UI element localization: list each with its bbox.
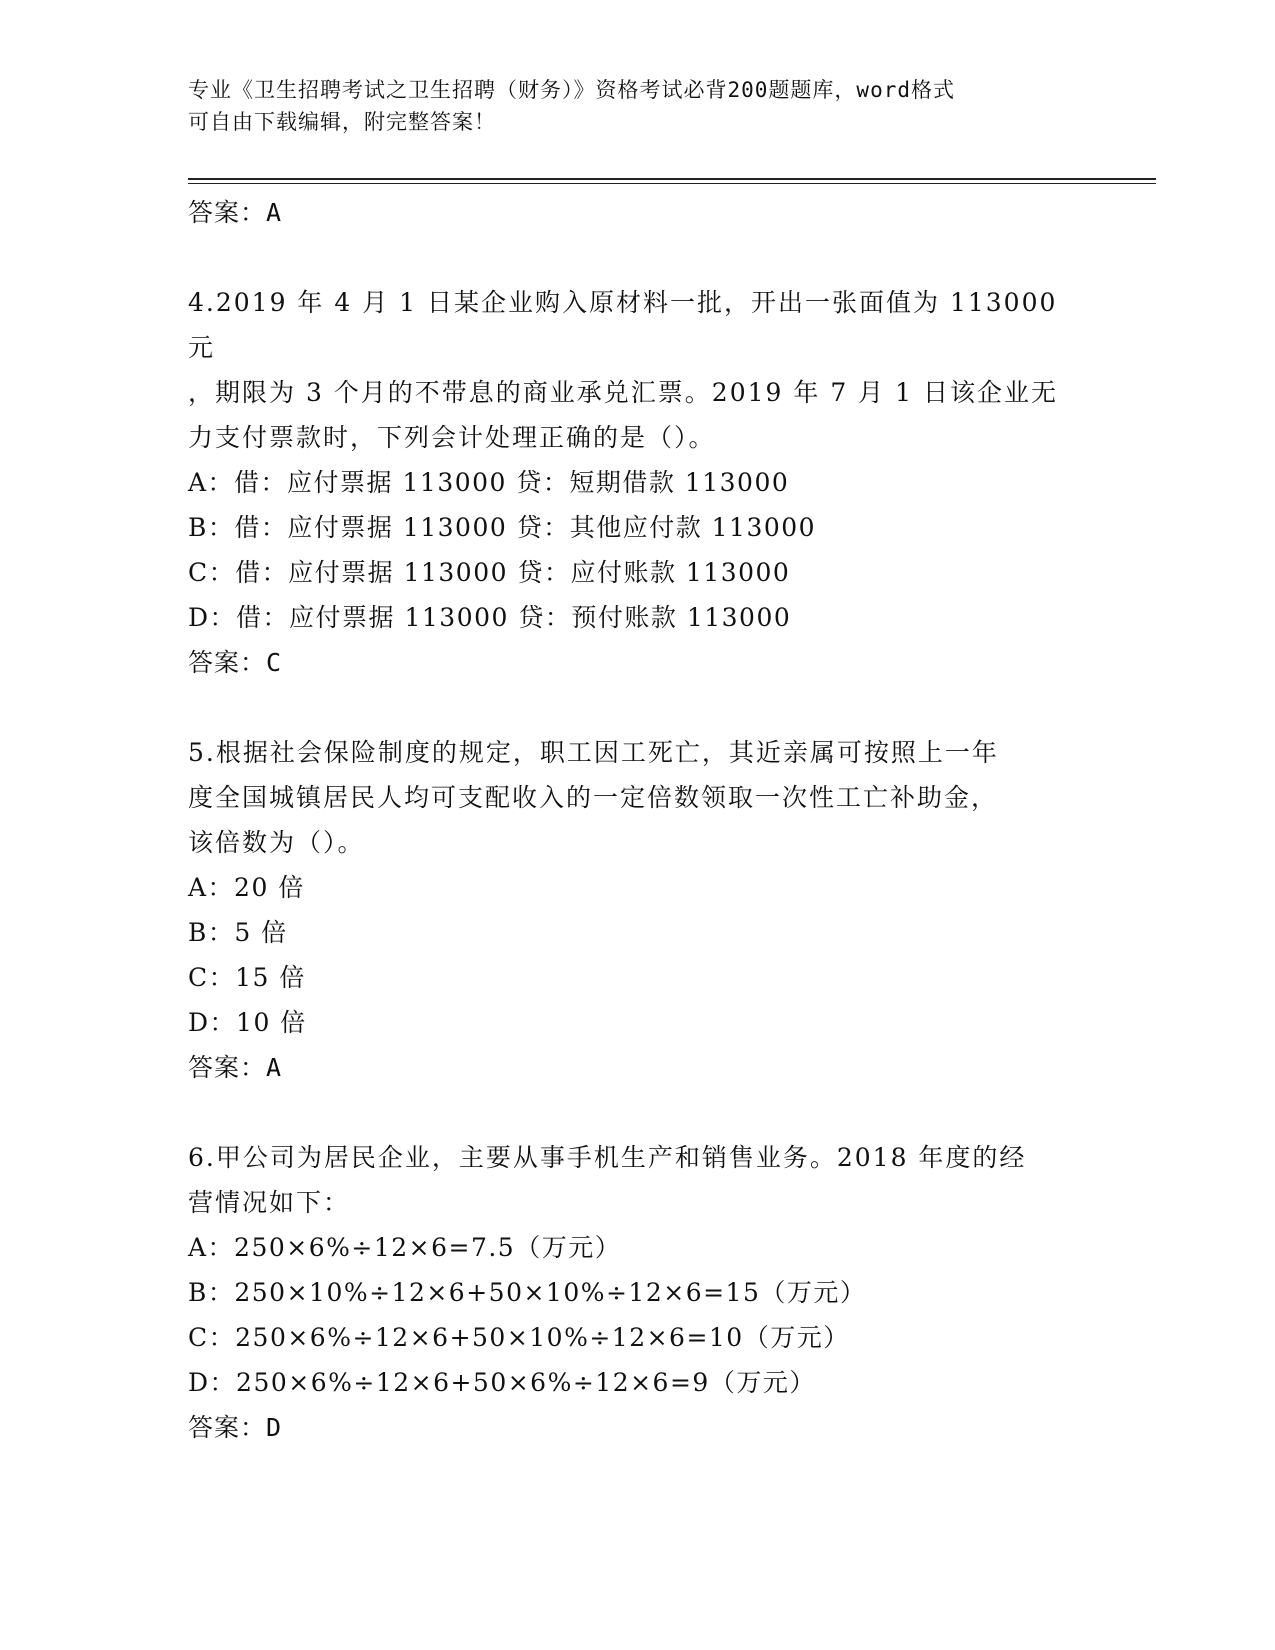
spacer [188,235,1088,280]
question-stem-line: 力支付票款时，下列会计处理正确的是（）。 [188,423,716,452]
option-d: D：借：应付票据 113000 贷：预付账款 113000 [188,603,792,632]
question-stem-line: 该倍数为（）。 [188,828,365,857]
question-stem-line: 4.2019 年 4 月 1 日某企业购入原材料一批，开出一张面值为 113000 元 [188,288,1058,362]
option-b: B：借：应付票据 113000 贷：其他应付款 113000 [188,513,817,542]
header-line-2: 可自由下载编辑，附完整答案！ [188,110,496,134]
spacer [188,685,1088,730]
question-stem-line: 度全国城镇居民人均可支配收入的一定倍数领取一次性工亡补助金， [188,783,999,812]
option-b: B：250×10%÷12×6+50×10%÷12×6=15（万元） [188,1278,867,1307]
option-c: C：250×6%÷12×6+50×10%÷12×6=10（万元） [188,1323,850,1352]
answer-line: 答案：A [188,1053,283,1082]
question-stem-line: 6.甲公司为居民企业，主要从事手机生产和销售业务。2018 年度的经 [188,1143,1027,1172]
question-stem-line: 营情况如下： [188,1188,351,1217]
question-list [188,190,1088,1450]
question-stem-line: 5.根据社会保险制度的规定，职工因工死亡，其近亲属可按照上一年 [188,738,999,767]
option-a: A：20 倍 [188,873,305,902]
option-a: A：250×6%÷12×6=7.5（万元） [188,1233,622,1262]
question-block [188,730,1088,1090]
document-header [188,74,1068,138]
option-c: C：15 倍 [188,963,306,992]
question-stem-line: ，期限为 3 个月的不带息的商业承兑汇票。2019 年 7 月 1 日该企业无 [188,378,1058,407]
question-block [188,280,1088,685]
option-b: B：5 倍 [188,918,288,947]
option-d: D：10 倍 [188,1008,307,1037]
header-divider-thin [188,183,1156,184]
option-c: C：借：应付票据 113000 贷：应付账款 113000 [188,558,791,587]
previous-answer: 答案：A [188,198,283,227]
header-line-1: 专业《卫生招聘考试之卫生招聘（财务）》资格考试必背200题题库，word格式 [188,78,955,102]
spacer [188,1090,1088,1135]
header-divider-thick [188,178,1156,180]
answer-line: 答案：D [188,1413,283,1442]
answer-line: 答案：C [188,648,283,677]
option-a: A：借：应付票据 113000 贷：短期借款 113000 [188,468,790,497]
question-block [188,1135,1088,1450]
option-d: D：250×6%÷12×6+50×6%÷12×6=9（万元） [188,1368,816,1397]
